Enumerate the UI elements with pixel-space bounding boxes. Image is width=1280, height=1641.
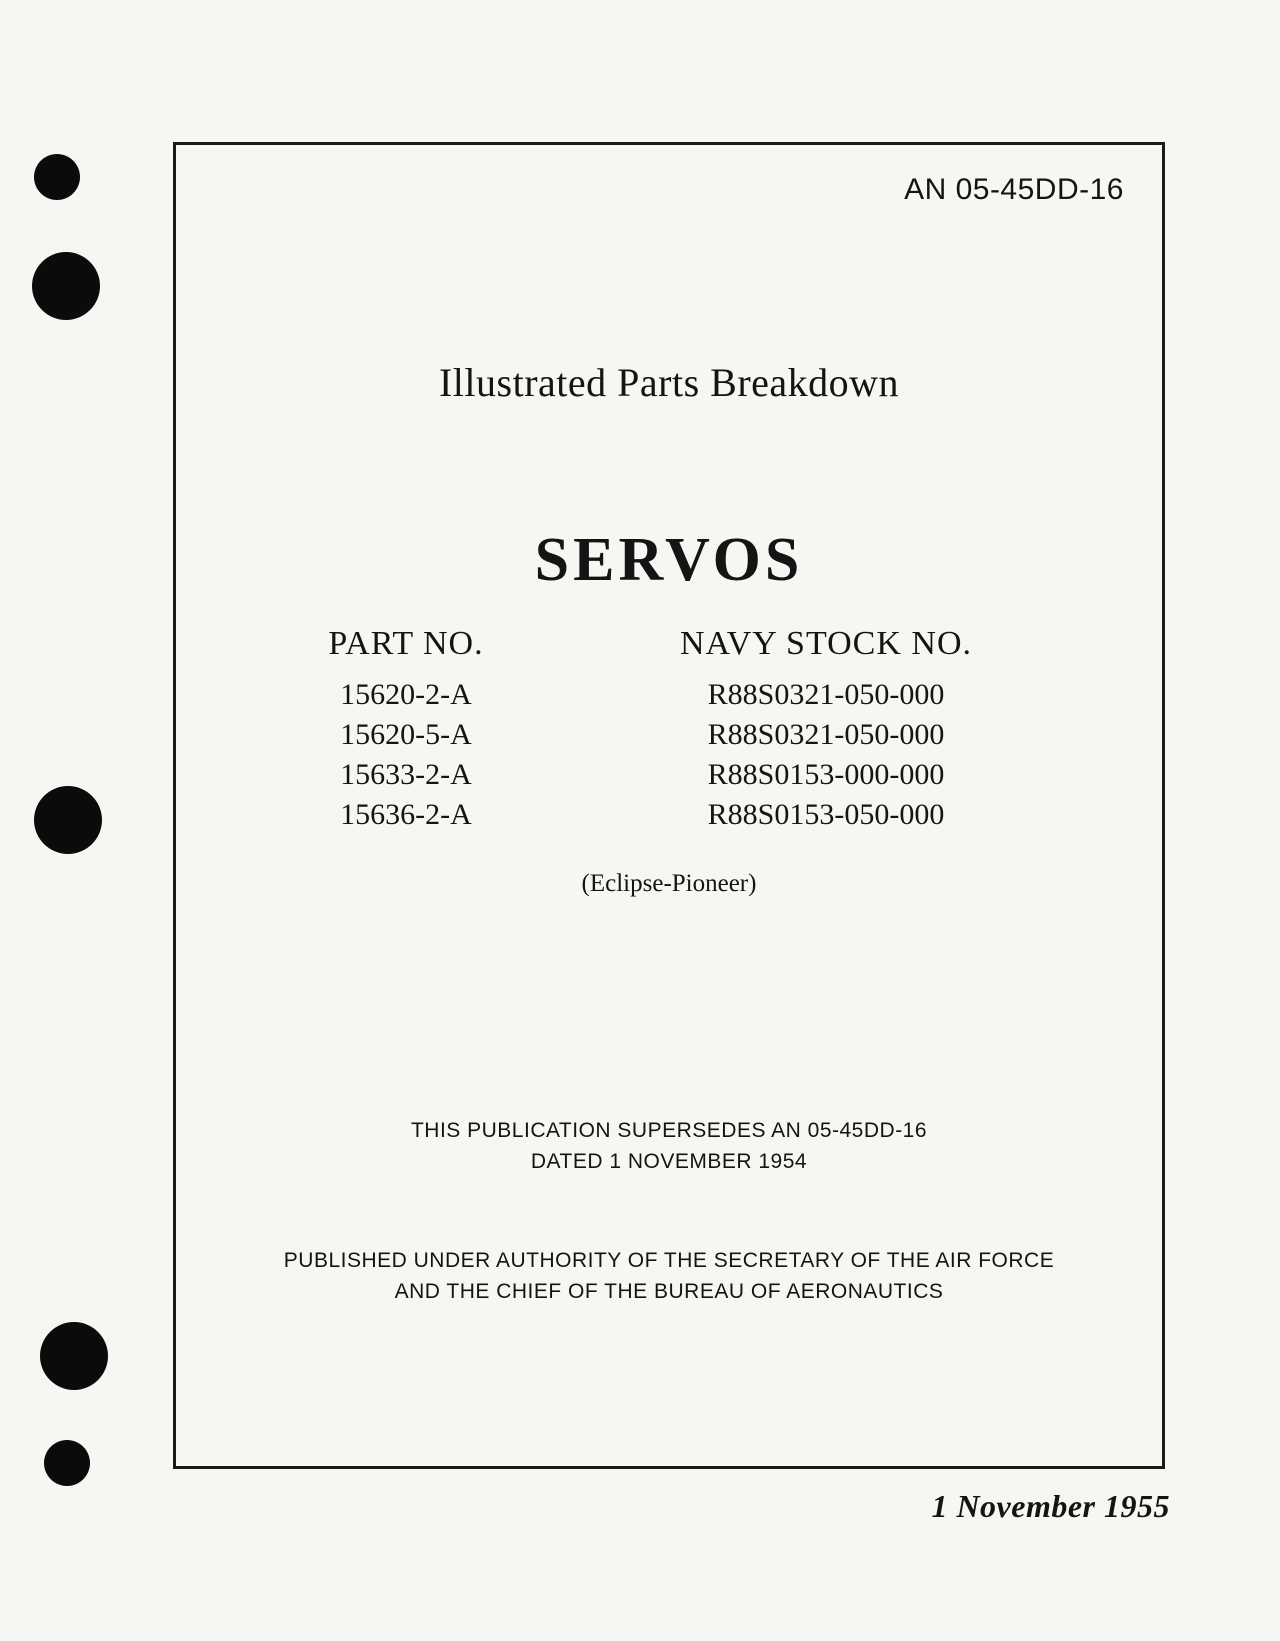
document-number: AN 05-45DD-16	[904, 173, 1124, 206]
stock-number-cell: R88S0321-050-000	[707, 718, 945, 751]
punch-hole	[32, 252, 100, 320]
authority-line: AND THE CHIEF OF THE BUREAU OF AERONAUTICS	[394, 1280, 944, 1303]
part-number-cell: 15636-2-A	[340, 798, 472, 831]
authority-notice	[176, 1245, 1162, 1307]
stock-number-cell: R88S0153-000-000	[707, 758, 945, 791]
stock-number-column	[646, 625, 1006, 835]
series-title: Illustrated Parts Breakdown	[438, 360, 900, 405]
part-number-cell: 15620-5-A	[340, 718, 472, 751]
punch-hole	[34, 786, 102, 854]
part-number-header: PART NO.	[328, 625, 484, 662]
stock-number-header: NAVY STOCK NO.	[679, 625, 973, 662]
page-title: SERVOS	[534, 526, 804, 594]
cover-frame	[173, 142, 1165, 1469]
publication-date: 1 November 1955	[931, 1488, 1170, 1524]
punch-hole	[40, 1322, 108, 1390]
manufacturer-name: (Eclipse-Pioneer)	[581, 870, 757, 897]
stock-number-cell: R88S0321-050-000	[707, 678, 945, 711]
punch-hole	[44, 1440, 90, 1486]
supersedes-line: THIS PUBLICATION SUPERSEDES AN 05-45DD-16	[410, 1119, 928, 1142]
authority-line: PUBLISHED UNDER AUTHORITY OF THE SECRETARY OF THE AIR FORCE	[283, 1249, 1055, 1272]
supersedes-line: DATED 1 NOVEMBER 1954	[530, 1150, 808, 1173]
part-number-column	[306, 625, 506, 835]
part-number-cell: 15633-2-A	[340, 758, 472, 791]
part-number-cell: 15620-2-A	[340, 678, 472, 711]
stock-number-cell: R88S0153-050-000	[707, 798, 945, 831]
supersedes-notice	[176, 1115, 1162, 1177]
punch-hole	[34, 154, 80, 200]
